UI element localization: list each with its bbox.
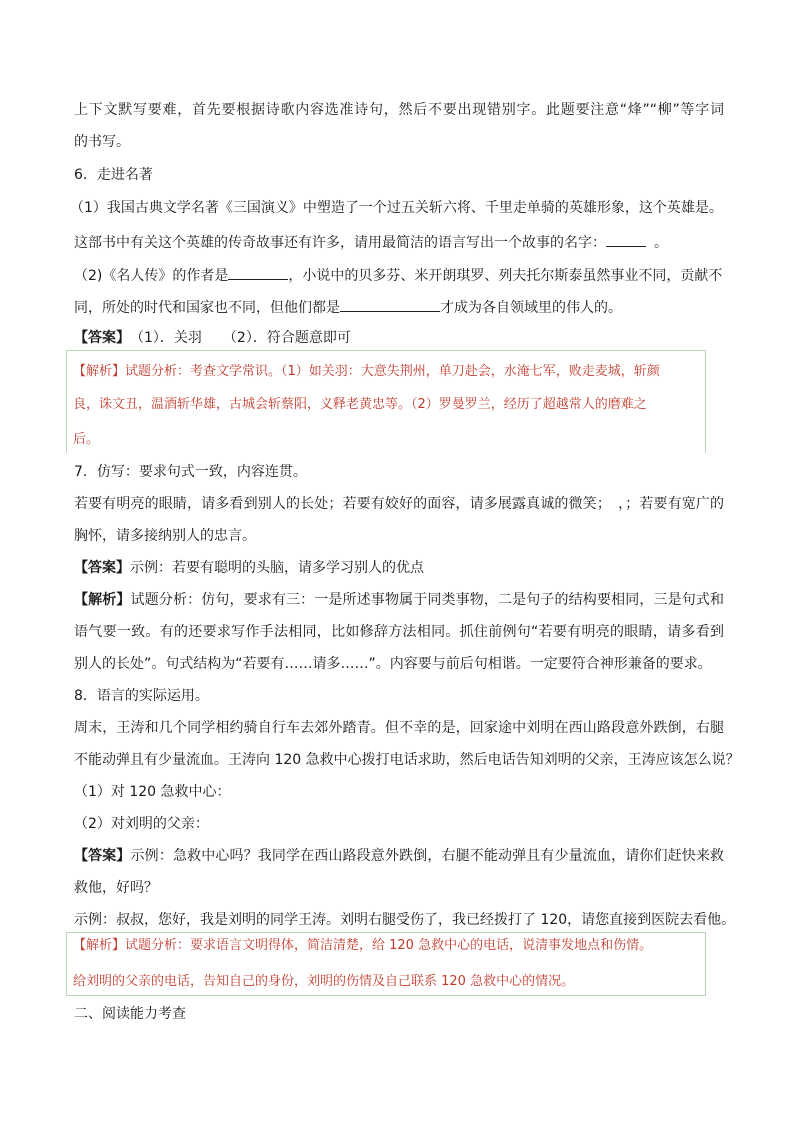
question-8-answer bbox=[74, 846, 724, 866]
analysis-text: 【解析】试题分析：要求语言文明得体，简洁清楚，给 120 急救中心的电话，说清事发地点和伤情。 bbox=[73, 938, 653, 953]
text-span: 。 bbox=[654, 235, 668, 251]
analysis-text: 试题分析：仿句，要求有三：一是所述事物属于同类事物，二是句子的结构要相同，三是句式和 bbox=[130, 592, 725, 608]
question-8-part2: （2）对刘明的父亲： bbox=[74, 816, 209, 832]
analysis-text: 良，诛文丑，温酒斩华雄，古城会斩蔡阳，义释老黄忠等。（2）罗曼罗兰，经历了超越常人的磨难之 bbox=[73, 397, 647, 412]
analysis-box bbox=[66, 350, 706, 453]
answer-blank bbox=[340, 296, 440, 312]
text-span: 才成为各自领域里的伟人的。 bbox=[440, 300, 622, 316]
question-6-part1-cont bbox=[74, 231, 724, 253]
text-line: 上下文默写要难，首先要根据诗歌内容选准诗句，然后不要出现错别字。此题要注意“烽”“柳”等字词 bbox=[74, 102, 724, 118]
section-heading: 二、阅读能力考查 bbox=[74, 1006, 186, 1022]
question-6-answer bbox=[74, 328, 724, 348]
answer-text: 示例：若要有聪明的头脑，请多学习别人的优点 bbox=[130, 560, 424, 576]
question-8-part1: （1）对 120 急救中心： bbox=[74, 784, 231, 800]
answer-tag: 【答案】 bbox=[74, 330, 123, 346]
analysis-text: 【解析】试题分析：考查文学常识。（1）如关羽：大意失荆州，单刀赴会，水淹七军，败走麦城，斩颜 bbox=[73, 364, 660, 379]
question-7-analysis bbox=[74, 590, 724, 610]
analysis-tag: 【解析】 bbox=[74, 592, 131, 608]
question-7-analysis: 别人的长处”。句式结构为“若要有……请多……”。内容要与前后句相谐。一定要符合神形兼备的要求。 bbox=[74, 656, 712, 672]
question-7-title: 7．仿写：要求句式一致，内容连贯。 bbox=[74, 464, 307, 480]
question-8-title: 8．语言的实际运用。 bbox=[74, 688, 209, 704]
answer-tag: 【答案】 bbox=[74, 848, 131, 864]
text-span: 同，所处的时代和国家也不同，但他们都是 bbox=[74, 300, 340, 316]
question-7-analysis: 语气要一致。有的还要求写作手法相同，比如修辞方法相同。抓住前例句“若要有明亮的眼睛，请多看到 bbox=[74, 624, 724, 640]
analysis-text: 给刘明的父亲的电话，告知自己的身份，刘明的伤情及自己联系 120 急救中心的情况。 bbox=[73, 974, 575, 989]
question-7-text: 胸怀，请多接纳别人的忠言。 bbox=[74, 528, 256, 544]
question-6-part1: （1）我国古典文学名著《三国演义》中塑造了一个过五关斩六将、千里走单骑的英雄形象，这个英雄是。 bbox=[70, 200, 723, 216]
text-span: 这部书中有关这个英雄的传奇故事还有许多，请用最简洁的语言写出一个故事的名字： bbox=[74, 235, 606, 251]
question-8-text: 不能动弹且有少量流血。王涛向 120 急救中心拨打电话求助，然后电话告知刘明的父亲，王涛应该怎么说？ bbox=[74, 752, 740, 768]
question-8-answer: 救他，好吗？ bbox=[74, 880, 158, 896]
answer-text: （1）．关羽 （2）．符合题意即可 bbox=[123, 330, 351, 346]
question-7-text: 若要有明亮的眼睛，请多看到别人的长处；若要有姣好的面容，请多展露真诚的微笑； ，；若要有宽广的 bbox=[74, 496, 724, 512]
answer-blank bbox=[228, 264, 288, 280]
text-span: （2)《名人传》的作者是 bbox=[74, 268, 229, 284]
text-line: 的书写。 bbox=[74, 134, 130, 150]
question-6-part2 bbox=[74, 264, 724, 286]
answer-text: 示例：急救中心吗？我同学在西山路段意外跌倒，右腿不能动弹且有少量流血，请你们赶快来救 bbox=[130, 848, 725, 864]
question-8-answer: 示例：叔叔，您好，我是刘明的同学王涛。刘明右腿受伤了，我已经拨打了 120，请您直接到医院去看他。 bbox=[74, 912, 736, 928]
question-6-part2-cont bbox=[74, 296, 724, 318]
question-8-text: 周末，王涛和几个同学相约骑自行车去郊外踏青。但不幸的是，回家途中刘明在西山路段意外跌倒，右腿 bbox=[74, 720, 724, 736]
analysis-text: 后。 bbox=[73, 432, 100, 447]
answer-blank bbox=[606, 231, 646, 247]
analysis-box bbox=[66, 932, 706, 996]
answer-tag: 【答案】 bbox=[74, 560, 130, 576]
question-7-answer bbox=[74, 558, 724, 578]
question-6-title: 6．走进名著 bbox=[74, 167, 153, 183]
text-span: ，小说中的贝多芬、米开朗琪罗、列夫托尔斯泰虽然事业不同，贡献不 bbox=[288, 268, 723, 284]
